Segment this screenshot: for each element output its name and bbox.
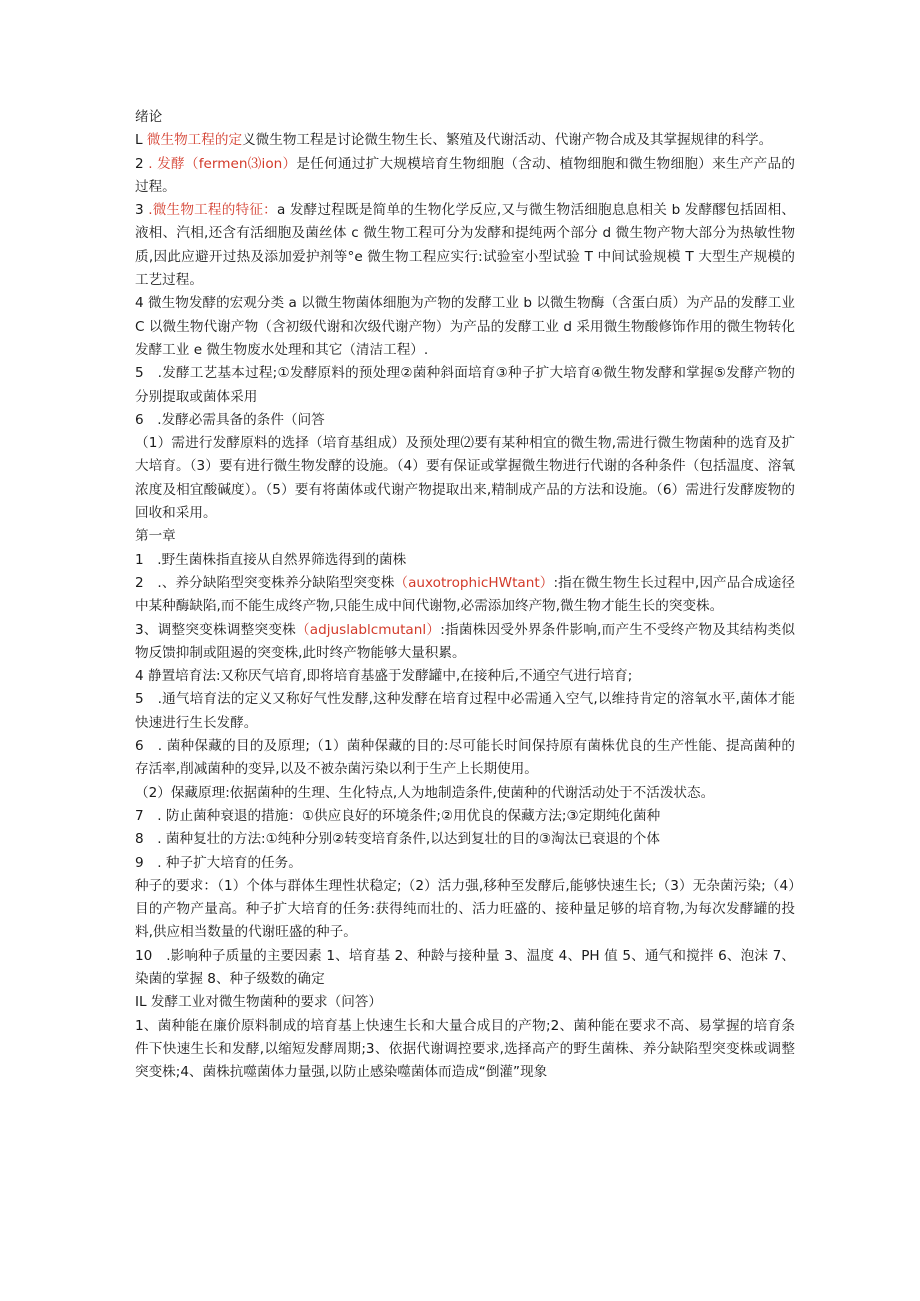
paragraph: 10 .影响种子质量的主要因素 1、培育基 2、种龄与接种量 3、温度 4、PH 值 5、通气和搅拌 6、泡沫 7、染菌的掌握 8、种子级数的确定 — [135, 947, 795, 987]
paragraph: 9 . 种子扩大培育的任务。 — [135, 854, 302, 871]
paragraph: 8 . 菌种复壮的方法:①纯种分别②转变培育条件,以达到复壮的目的③淘汰已衰退的个体 — [135, 831, 660, 848]
highlighted-term: （auxotrophicHWtant） — [394, 574, 554, 591]
paragraph: （2）保藏原理:依据菌种的生理、生化特点,人为地制造条件,使菌种的代谢活动处于不活泼状态。 — [135, 784, 715, 801]
paragraph: 5 .通气培育法的定义又称好气性发酵,这种发酵在培育过程中必需通入空气,以维持肯定的溶氧水平,菌体才能快速进行生长发酵。 — [135, 691, 795, 731]
paragraph: 6 .发酵必需具备的条件（问答 — [135, 411, 325, 428]
paragraph: 6 . 菌种保藏的目的及原理;（1）菌种保藏的目的:尽可能长时间保持原有菌株优良的生产性能、提高菌种的存活率,削减菌种的变异,以及不被杂菌污染以利于生产上长期使用。 — [135, 738, 795, 778]
section-heading-intro: 绪论 — [135, 109, 163, 125]
paragraph: 1 .野生菌株指直接从自然界筛选得到的菌株 — [135, 551, 407, 568]
highlighted-term: . 发酵（fermen⑶ion） — [148, 155, 297, 172]
paragraph: 1、菌种能在廉价原料制成的培育基上快速生长和大量合成目的产物;2、菌种能在要求不高、易掌握的培育条件下快速生长和发酵,以缩短发酵周期;3、依据代谢调控要求,选择高产的野生菌株、养分缺陷型突变株或调整突变株;4、菌株抗噬菌体力量强,以防止感染噬菌体而造成“倒灌”现象 — [135, 1017, 795, 1081]
paragraph: L 微生物工程的定义微生物工程是讨论微生物生长、繁殖及代谢活动、代谢产物合成及其掌握规律的科学。 — [135, 132, 773, 149]
paragraph: 种子的要求：（1）个体与群体生理性状稳定;（2）活力强,移种至发酵后,能够快速生长;（3）无杂菌污染;（4）目的产物产量高。种子扩大培育的任务:获得纯而壮的、活力旺盛的、接种量足够的培育物,为每次发酵罐的投料,供应相当数量的代谢旺盛的种子。 — [135, 877, 795, 941]
section-heading-chapter-one: 第一章 — [135, 528, 176, 545]
paragraph: IL 发酵工业对微生物菌种的要求（问答） — [135, 994, 382, 1011]
paragraph: 5 .发酵工艺基本过程;①发酵原料的预处理②菌种斜面培育③种子扩大培育④微生物发酵和掌握⑤发酵产物的分别提取或菌体采用 — [135, 365, 795, 405]
paragraph: 7 . 防止菌种衰退的措施：①供应良好的环境条件;②用优良的保藏方法;③定期纯化菌种 — [135, 807, 661, 824]
paragraph: 4 微生物发酵的宏观分类 a 以微生物菌体细胞为产物的发酵工业 b 以微生物酶（含蛋白质）为产品的发酵工业 C 以微生物代谢产物（含初级代谢和次级代谢产物）为产品的发酵工业 d 采用微生物酸修饰作用的微生物转化发酵工业 e 微生物废水处理和其它（清洁工程）. — [135, 295, 795, 358]
paragraph: （1）需进行发酵原料的选择（培育基组成）及预处理⑵要有某种相宜的微生物,需进行微生物菌种的选育及扩大培育。（3）要有进行微生物发酵的设施。（4）要有保证或掌握微生物进行代谢的各种条件（包括温度、溶氧浓度及相宜酸碱度）。（5）要有将菌体或代谢产物提取出来,精制成产品的方法和设施。（6）需进行发酵废物的回收和采用。 — [135, 435, 795, 522]
paragraph: 2 . 发酵（fermen⑶ion）是任何通过扩大规模培育生物细胞（含动、植物细胞和微生物细胞）来生产产品的过程。 — [135, 155, 795, 195]
document-body — [135, 106, 795, 1084]
highlighted-term: （adjuslablcmutanl） — [295, 621, 441, 638]
highlighted-term: 微生物工程的定 — [146, 132, 243, 149]
highlighted-term: .微生物工程的特征： — [148, 202, 277, 219]
paragraph: 2 .、养分缺陷型突变株养分缺陷型突变株（auxotrophicHWtant）:指在微生物生长过程中,因产品合成途径中某种酶缺陷,而不能生成终产物,只能生成中间代谢物,必需添加终产物,微生物才能生长的突变株。 — [135, 574, 796, 615]
paragraph: 4 静置培育法:又称厌气培育,即将培育基盛于发酵罐中,在接种后,不通空气进行培育; — [135, 668, 633, 685]
paragraph: 3 .微生物工程的特征：a 发酵过程既是简单的生物化学反应,又与微生物活细胞息息相关 b 发酵醪包括固相、液相、汽相,还含有活细胞及菌丝体 c 微生物工程可分为发酵和提纯两个部分 d 微生物产物大部分为热敏性物质,因此应避开过热及添加爱护剂等°e 微生物工程应实行:试验室小型试验 T 中间试验规模 T 大型生产规模的工艺过程。 — [135, 202, 795, 289]
paragraph: 3、调整突变株调整突变株（adjuslablcmutanl）:指菌株因受外界条件影响,而产生不受终产物及其结构类似物反馈抑制或阻遏的突变株,此时终产物能够大量积累。 — [135, 621, 795, 661]
